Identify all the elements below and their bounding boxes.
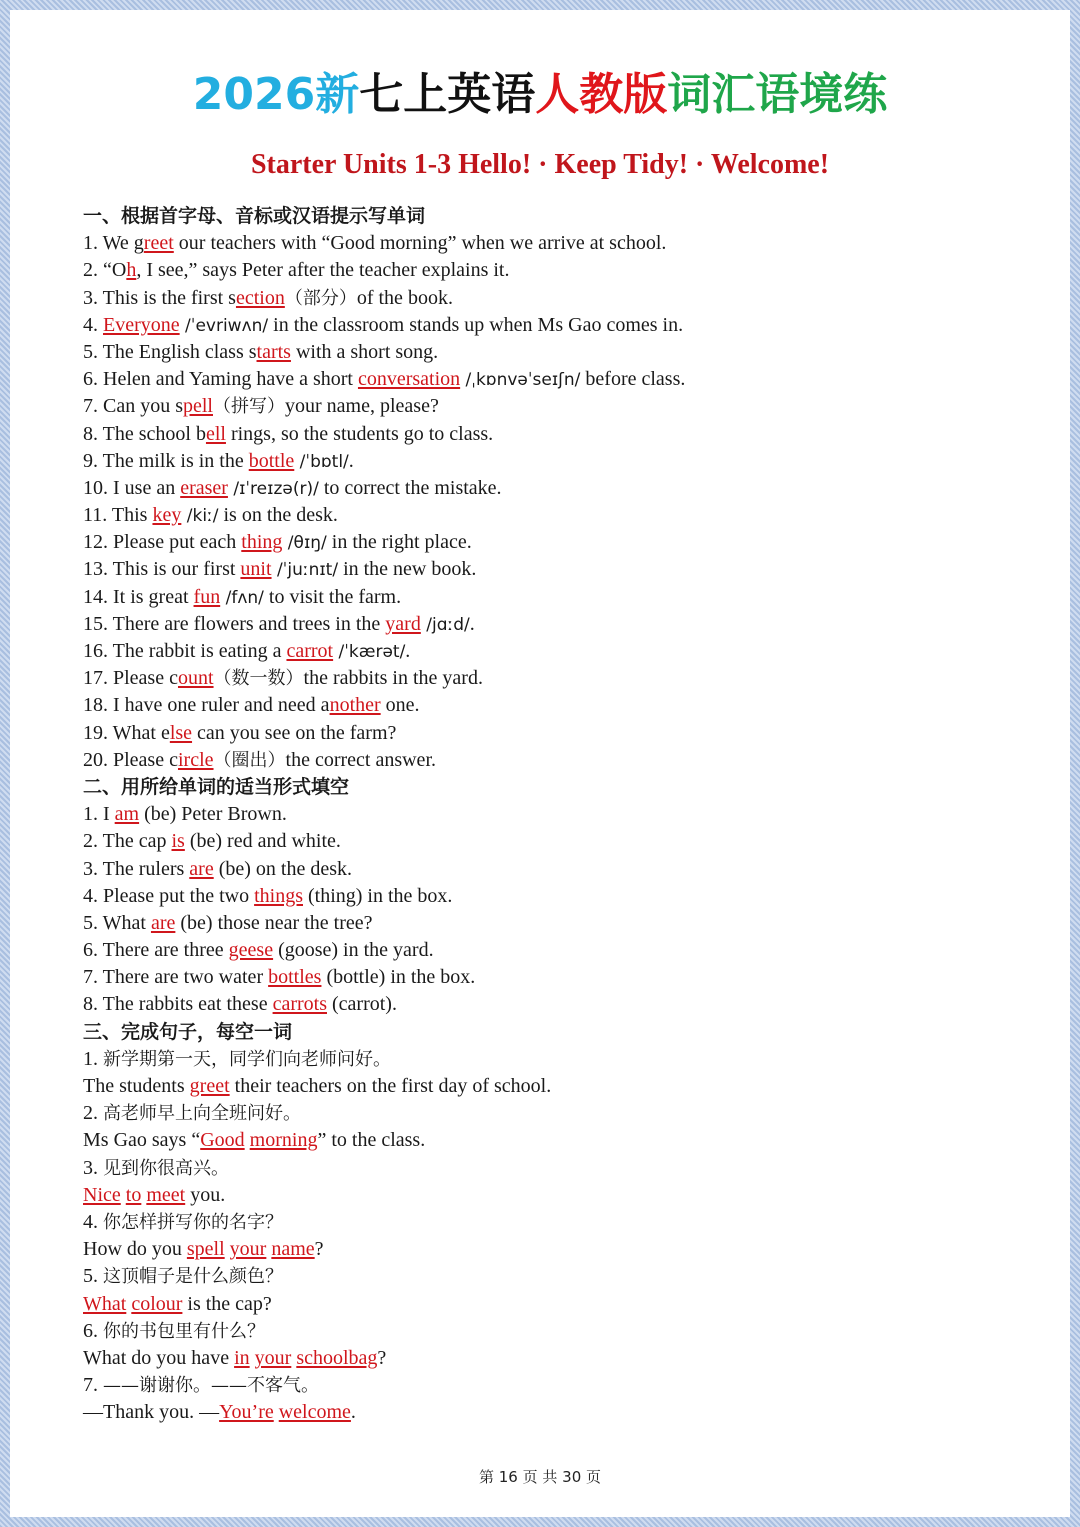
line-text: 4.	[83, 313, 103, 336]
line-text: 8. The rabbits eat these	[83, 993, 273, 1016]
answer-text: carrots	[272, 993, 327, 1016]
line-text: 8. The school b	[83, 422, 206, 445]
answer-text: your	[254, 1346, 292, 1369]
line-text: .	[348, 449, 354, 472]
line-text: —Thank you. —	[83, 1401, 220, 1424]
chinese-text: 见到你很高兴。	[103, 1157, 229, 1179]
exercise-line	[83, 692, 1043, 719]
line-text: (be) on the desk.	[213, 857, 352, 880]
unit-subtitle: Starter Units 1-3 Hello! · Keep Tidy! · Welcome!	[250, 149, 830, 180]
exercise-line	[83, 665, 1043, 692]
answer-text: your	[229, 1238, 267, 1261]
line-text: 18. I have one ruler and need a	[83, 694, 330, 717]
line-text: in the classroom stands up when Ms Gao comes in.	[268, 313, 684, 336]
answer-text: is	[171, 830, 185, 853]
footer-middle: 页 共	[517, 1468, 563, 1486]
footer-suffix: 页	[581, 1468, 602, 1486]
line-text: is the cap?	[182, 1292, 272, 1315]
answer-text: pell	[183, 395, 213, 418]
chinese-text: （拼写）	[213, 396, 285, 418]
line-text: 7. Can you s	[83, 395, 183, 418]
chinese-text: 高老师早上向全班问好。	[103, 1103, 301, 1125]
line-text: 三、完成句子，每空一词	[83, 1020, 293, 1043]
answer-text: tarts	[256, 340, 291, 363]
exercise-line	[83, 502, 1043, 529]
line-text: 3.	[83, 1156, 103, 1179]
line-text: 7.	[83, 1374, 103, 1397]
answer-text: key	[152, 504, 182, 527]
exercise-line	[83, 448, 1043, 475]
line-text: 16. The rabbit is eating a	[83, 640, 287, 662]
line-text: 1. I	[83, 803, 115, 826]
answer-text: reet	[143, 232, 174, 255]
answer-text: name	[271, 1238, 315, 1261]
answer-text: conversation	[357, 368, 461, 391]
line-text: 13. This is our first	[83, 558, 241, 581]
exercise-content	[83, 203, 1043, 1426]
line-text: (be) Peter Brown.	[139, 803, 287, 826]
answer-text: meet	[146, 1183, 186, 1206]
line-text: ?	[314, 1238, 324, 1261]
exercise-line	[83, 1100, 1043, 1127]
exercise-line	[83, 747, 1043, 774]
answer-text: ection	[235, 286, 285, 309]
answer-text: schoolbag	[296, 1346, 378, 1369]
line-text: .	[405, 640, 411, 662]
line-text: (goose) in the yard.	[273, 939, 434, 962]
exercise-line	[83, 556, 1043, 583]
exercise-line	[83, 828, 1043, 855]
answer-text: Everyone	[103, 313, 180, 336]
line-text: 5. What	[83, 911, 151, 934]
line-text: can you see on the farm?	[192, 721, 397, 744]
line-text: (be) red and white.	[184, 830, 341, 853]
answer-text: in	[234, 1346, 250, 1369]
phonetic-text: /ˈkærət/	[333, 642, 406, 662]
answer-text: are	[150, 911, 176, 934]
answer-text: lse	[169, 721, 193, 744]
line-text: ” to the class.	[317, 1129, 426, 1152]
line-text: the rabbits in the yard.	[303, 667, 483, 690]
line-text: (carrot).	[327, 993, 397, 1016]
exercise-line	[83, 312, 1043, 339]
line-text: 6. Helen and Yaming have a short	[83, 368, 358, 391]
exercise-line	[83, 339, 1043, 366]
line-text: 二、用所给单词的适当形式填空	[83, 775, 350, 798]
exercise-line	[83, 1046, 1043, 1073]
line-text: 17. Please c	[83, 667, 178, 690]
line-text: one.	[380, 694, 420, 717]
document-page	[10, 10, 1070, 1517]
line-text: 19. What e	[83, 721, 170, 744]
line-text: 6.	[83, 1319, 103, 1342]
chinese-text: 你的书包里有什么？	[103, 1320, 265, 1342]
phonetic-text: /jɑːd/	[420, 614, 470, 635]
line-text: 3. This is the first s	[83, 286, 236, 309]
exercise-line	[83, 937, 1043, 964]
chinese-text: （圈出）	[213, 749, 286, 771]
line-text: 2. “O	[83, 259, 127, 282]
line-text: (be) those near the tree?	[175, 911, 373, 934]
line-text: 一、根据首字母、音标或汉语提示写单词	[83, 205, 426, 227]
answer-text: am	[114, 803, 140, 826]
exercise-line	[83, 475, 1043, 502]
line-text: Ms Gao says “	[83, 1129, 201, 1152]
exercise-line	[83, 1236, 1043, 1263]
line-text: 1.	[83, 1047, 103, 1070]
line-text: .	[469, 612, 475, 635]
answer-text: greet	[189, 1075, 230, 1097]
line-text: 3. The rulers	[83, 857, 190, 880]
line-text: (thing) in the box.	[303, 884, 453, 907]
footer-total-pages: 30	[562, 1468, 582, 1486]
exercise-line	[83, 856, 1043, 883]
answer-text: unit	[240, 558, 272, 581]
exercise-line	[83, 964, 1043, 991]
answer-text: thing	[241, 531, 283, 554]
line-text: 10. I use an	[83, 476, 181, 499]
line-text: .	[350, 1401, 356, 1424]
line-text: to visit the farm.	[263, 585, 402, 608]
line-text: 2. The cap	[83, 830, 172, 853]
line-text: 7. There are two water	[83, 966, 269, 989]
title-year: 2026新	[192, 69, 360, 120]
phonetic-text: /θɪŋ/	[282, 533, 327, 554]
exercise-line	[83, 1209, 1043, 1236]
line-text: in the right place.	[326, 531, 472, 554]
line-text: ?	[377, 1346, 387, 1369]
exercise-line	[83, 1127, 1043, 1154]
answer-text: h	[126, 259, 137, 282]
answer-text: welcome	[278, 1401, 351, 1424]
line-text: you.	[185, 1183, 226, 1206]
line-text: 2.	[83, 1102, 103, 1125]
answer-text: ell	[205, 422, 226, 445]
phonetic-text: /fʌn/	[220, 587, 264, 608]
answer-text: bottles	[268, 966, 322, 989]
answer-text: ount	[177, 667, 214, 690]
exercise-line	[83, 1345, 1043, 1372]
answer-text: things	[254, 884, 303, 907]
answer-text: geese	[228, 939, 274, 962]
answer-text: You’re	[219, 1401, 274, 1424]
line-text: What do you have	[83, 1346, 235, 1369]
answer-text: nother	[329, 694, 381, 717]
page-title	[10, 58, 1070, 122]
exercise-line	[83, 230, 1043, 257]
line-text: 11. This	[83, 504, 153, 527]
exercise-line	[83, 1263, 1043, 1290]
exercise-line	[83, 257, 1043, 284]
exercise-line	[83, 421, 1043, 448]
exercise-line	[83, 611, 1043, 638]
line-text: of the book.	[356, 286, 453, 309]
line-text: with a short song.	[290, 340, 439, 363]
chinese-text: 新学期第一天，同学们向老师问好。	[103, 1048, 391, 1070]
exercise-line	[83, 393, 1043, 420]
footer-prefix: 第	[478, 1468, 499, 1486]
answer-text: to	[125, 1183, 142, 1206]
exercise-line	[83, 366, 1043, 393]
answer-text: fun	[193, 585, 221, 608]
line-text: your name, please?	[285, 395, 439, 418]
exercise-line	[83, 991, 1043, 1018]
line-text: 14. It is great	[83, 585, 194, 608]
line-text: 1. We g	[83, 232, 144, 255]
exercise-line	[83, 584, 1043, 611]
line-text: 9. The milk is in the	[83, 449, 249, 472]
phonetic-text: /ɪˈreɪzə(r)/	[227, 478, 319, 499]
line-text: before class.	[580, 368, 686, 391]
exercise-line	[83, 1073, 1043, 1100]
line-text: 12. Please put each	[83, 531, 242, 554]
line-text: 6. There are three	[83, 939, 229, 962]
title-edition: 人教版	[535, 69, 668, 120]
answer-text: carrot	[286, 640, 334, 662]
chinese-text: 这顶帽子是什么颜色？	[103, 1266, 283, 1288]
exercise-line	[83, 529, 1043, 556]
answer-text: are	[189, 857, 214, 880]
exercise-line	[83, 1372, 1043, 1399]
answer-text: colour	[131, 1292, 183, 1315]
exercise-line	[83, 1318, 1043, 1345]
answer-text: spell	[186, 1238, 225, 1261]
answer-text: morning	[249, 1129, 318, 1152]
exercise-line	[83, 1399, 1043, 1426]
line-text: , I see,” says Peter after the teacher explains it.	[136, 259, 510, 282]
line-text: to correct the mistake.	[318, 476, 502, 499]
exercise-line	[83, 1291, 1043, 1318]
line-text: rings, so the students go to class.	[225, 422, 494, 445]
answer-text: ircle	[177, 748, 214, 771]
exercise-line	[83, 285, 1043, 312]
title-grade-subject: 七上英语	[359, 69, 536, 120]
line-text: How do you	[83, 1238, 187, 1261]
line-text: The students	[83, 1075, 190, 1097]
line-text: in the new book.	[338, 558, 477, 581]
exercise-line	[83, 638, 1043, 665]
exercise-line	[83, 910, 1043, 937]
chinese-text: （数一数）	[213, 668, 304, 690]
answer-text: yard	[385, 612, 421, 635]
phonetic-text: /ˈevriwʌn/	[179, 315, 269, 336]
exercise-line	[83, 801, 1043, 828]
line-text: our teachers with “Good morning” when we arrive at school.	[173, 232, 667, 255]
chinese-text: ——谢谢你。——不客气。	[103, 1375, 319, 1397]
line-text: 20. Please c	[83, 748, 178, 771]
section-heading	[83, 203, 1043, 230]
line-text: 15. There are flowers and trees in the	[83, 612, 386, 635]
line-text: their teachers on the first day of school.	[229, 1075, 552, 1097]
line-text: 4. Please put the two	[83, 884, 255, 907]
page-footer	[10, 1466, 1070, 1487]
chinese-text: （部分）	[284, 287, 357, 309]
footer-page-number: 16	[498, 1468, 518, 1486]
phonetic-text: /ˈjuːnɪt/	[271, 560, 339, 581]
answer-text: bottle	[248, 449, 295, 472]
answer-text: Good	[200, 1129, 245, 1152]
line-text: 5. The English class s	[83, 340, 257, 363]
phonetic-text: /ˌkɒnvəˈseɪʃn/	[460, 370, 581, 391]
exercise-line	[83, 883, 1043, 910]
exercise-line	[83, 1182, 1043, 1209]
phonetic-text: /kiː/	[181, 506, 219, 527]
title-exercise-type: 词汇语境练	[667, 69, 888, 120]
answer-text: eraser	[180, 476, 228, 499]
line-text: (bottle) in the box.	[321, 966, 476, 989]
line-text: 4.	[83, 1210, 103, 1233]
exercise-line	[83, 1155, 1043, 1182]
line-text: is on the desk.	[218, 504, 338, 527]
section-heading	[83, 774, 1043, 801]
chinese-text: 你怎样拼写你的名字？	[103, 1211, 283, 1233]
section-heading	[83, 1019, 1043, 1046]
answer-text: What	[83, 1292, 127, 1315]
line-text: the correct answer.	[285, 748, 436, 771]
phonetic-text: /ˈbɒtl/	[294, 451, 349, 472]
exercise-line	[83, 720, 1043, 747]
answer-text: Nice	[83, 1183, 121, 1206]
line-text: 5.	[83, 1265, 103, 1288]
